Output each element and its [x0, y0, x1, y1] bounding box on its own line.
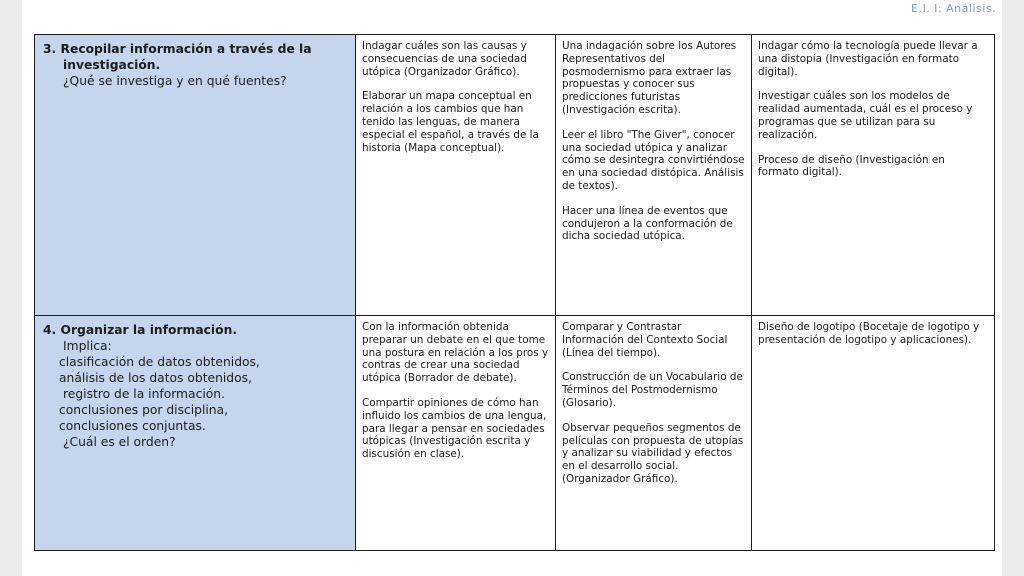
- activity-cell: [356, 35, 556, 316]
- row-title-continuation: investigación.: [63, 58, 161, 72]
- activity-cell: [556, 316, 752, 551]
- row-label-cell: [35, 35, 356, 316]
- row-subtitle: Implica:: [63, 339, 112, 353]
- activity-cell: [556, 35, 752, 316]
- activity-text: Comparar y Contrastar Información del Contexto Social (Línea del tiempo).: [562, 321, 728, 359]
- activity-cell: [752, 316, 995, 551]
- activity-cell: [752, 35, 995, 316]
- list-item: conclusiones por disciplina,: [59, 403, 229, 417]
- activity-text: Diseño de logotipo (Bocetaje de logotipo y presentación de logotipo y aplicaciones).: [758, 321, 980, 346]
- activity-cell: [356, 316, 556, 551]
- activity-text: Indagar cómo la tecnología puede llevar a una distopía (Investigación en formato digital).: [758, 40, 978, 78]
- row-question: ¿Qué se investiga y en qué fuentes?: [63, 74, 287, 88]
- activity-text: Compartir opiniones de cómo han influido los cambios de una lengua, para llegar a pensar en sociedades utópicas (Investigación escrita y discusión en clase).: [362, 396, 547, 461]
- section-header: E.I. I: Análisis.: [911, 2, 996, 15]
- row-label-cell: [35, 316, 356, 551]
- activity-text: Construcción de un Vocabulario de Términos del Postmodernismo (Glosario).: [562, 371, 743, 409]
- activity-text: Leer el libro "The Giver", conocer una sociedad utópica y analizar cómo se desintegra convirtiéndose en una sociedad distópica. Análisis de textos).: [562, 128, 745, 192]
- list-item: análisis de los datos obtenidos,: [59, 371, 252, 385]
- list-item: registro de la información.: [63, 387, 225, 401]
- activity-text: Investigar cuáles son los modelos de realidad aumentada, cuál es el proceso y programas que se utilizan para su realización.: [758, 90, 973, 141]
- list-item: clasificación de datos obtenidos,: [59, 355, 260, 369]
- list-item: conclusiones conjuntas.: [59, 419, 206, 433]
- activity-text: Indagar cuáles son las causas y consecuencias de una sociedad utópica (Organizador Gráfico).: [362, 40, 527, 78]
- activity-text: Una indagación sobre los Autores Representativos del posmodernismo para extraer las propuestas y conocer sus predicciones futuristas (Investigación escrita).: [562, 40, 737, 116]
- planning-table: [34, 34, 995, 551]
- slide: [22, 0, 1002, 576]
- row-question: ¿Cuál es el orden?: [63, 435, 176, 449]
- table-row: [35, 316, 995, 551]
- activity-text: Elaborar un mapa conceptual en relación a los cambios que han tenido las lenguas, de manera especial el español, a través de la historia (Mapa conceptual).: [362, 90, 539, 154]
- activity-text: Observar pequeños segmentos de películas con propuesta de utopías y analizar su viabilidad y efectos en el desarrollo social. (Organizador Gráfico).: [562, 421, 744, 485]
- row-title: 3. Recopilar información a través de la: [43, 42, 312, 56]
- activity-text: Proceso de diseño (Investigación en formato digital).: [758, 153, 945, 179]
- table-row: [35, 35, 995, 316]
- activity-text: Hacer una línea de eventos que condujeron a la conformación de dicha sociedad utópica.: [562, 204, 733, 243]
- activity-text: Con la información obtenida preparar un debate en el que tome una postura en relación a los pros y contras de crear una sociedad utópica (Borrador de debate).: [362, 321, 549, 385]
- row-title: 4. Organizar la información.: [43, 323, 238, 337]
